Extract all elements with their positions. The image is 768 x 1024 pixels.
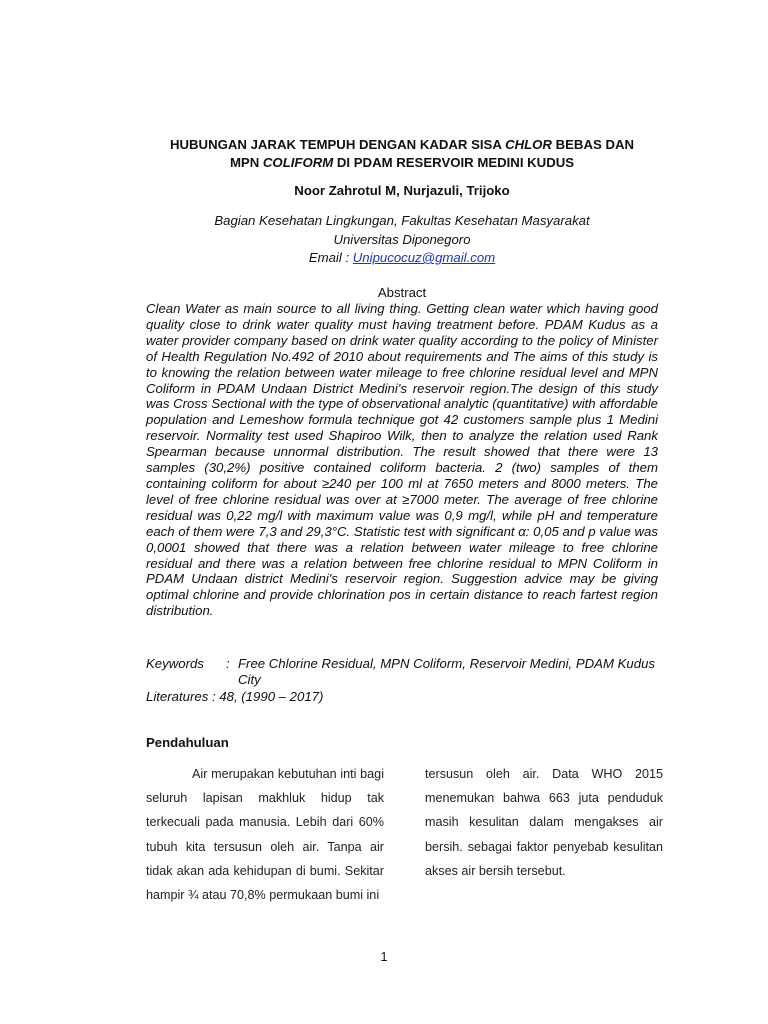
- page-number: 1: [380, 950, 388, 964]
- email-label: Email :: [308, 250, 353, 265]
- email-line: [120, 249, 684, 268]
- title-text: HUBUNGAN JARAK TEMPUH DENGAN KADAR SISA: [169, 137, 506, 152]
- literatures-line: Literatures : 48, (1990 – 2017): [146, 688, 324, 704]
- author-list: Noor Zahrotul M, Nurjazuli, Trijoko: [294, 183, 510, 198]
- affiliation-block: [120, 212, 684, 268]
- affiliation-dept: Bagian Kesehatan Lingkungan, Fakultas Kesehatan Masyarakat: [214, 213, 590, 228]
- title-line-1: [120, 136, 684, 154]
- title-text: DI PDAM RESERVOIR MEDINI KUDUS: [333, 155, 575, 170]
- section-heading: Pendahuluan: [146, 735, 229, 750]
- body-column-left: Air merupakan kebutuhan inti bagi seluruh lapisan makhluk hidup tak terkecuali pada manusia. Lebih dari 60% tubuh kita tersusun oleh air. Tanpa air tidak akan ada kehidupan di bumi. Sekitar hampir ¾ atau 70,8% permukaan bumi ini: [146, 767, 384, 903]
- keywords-block: [146, 656, 658, 705]
- title-text: BEBAS DAN: [551, 137, 635, 152]
- abstract-body: Clean Water as main source to all living thing. Getting clean water which having good quality close to drink water quality must having treatment before. PDAM Kudus as a water provider company based on drink water quality according to the policy of Minister of Health Regulation No.492 of 2010 about requirements and The aims of this study is to knowing the relation between water mileage to free chlorine residual level and MPN Coliform in PDAM Undaan District Medini's reservoir region.The design of this study was Cross Sectional with the type of observational analytic (quantitative) with affordable population and Lemeshow formula technique got 42 customers sample plus 1 Medini reservoir. Normality test used Shapiroo Wilk, then to analyze the relation used Rank Spearman because unnormal distribution. The result showed that there were 13 samples (30,2%) positive contained coliform bacteria. 2 (two) samples of them containing coliform for about ≥240 per 100 ml at 7650 meters and 8000 meters. The level of free chlorine residual was over at ≥7000 meter. The average of free chlorine residual was 0,22 mg/l with maximum value was 0,9 mg/l, while pH and temperature each of them were 7,3 and 29,3°C. Statistic test with significant α: 0,05 and p value was 0,0001 showed that there was a relation between water mileage to free chlorine residual and there was a relation between free chlorine residual to MPN Coliform in PDAM Undaan district Medini's reservoir region. Suggestion advice may be giving optimal chlorine and provide chlorination pos in certain distance to reach fartest region distribution.: [146, 301, 658, 619]
- keywords-row: [146, 656, 658, 688]
- title-text: MPN: [229, 155, 263, 170]
- paper-title: [120, 136, 684, 172]
- keywords-label: Keywords: [146, 656, 204, 671]
- affiliation-university: Universitas Diponegoro: [333, 231, 471, 247]
- body-column-right: tersusun oleh air. Data WHO 2015 menemukan bahwa 663 juta penduduk masih kesulitan dalam mengakses air bersih. sebagai faktor penyebab kesulitan akses air bersih tersebut.: [425, 767, 663, 878]
- keywords-separator: :: [226, 656, 230, 671]
- title-italic-term: CHLOR: [505, 137, 552, 152]
- title-line-2: [120, 154, 684, 172]
- abstract-heading: Abstract: [377, 285, 427, 300]
- keywords-value: Free Chlorine Residual, MPN Coliform, Reservoir Medini, PDAM Kudus City: [238, 656, 656, 687]
- email-link[interactable]: Unipucocuz@gmail.com: [352, 250, 496, 265]
- title-italic-term: COLIFORM: [262, 155, 334, 170]
